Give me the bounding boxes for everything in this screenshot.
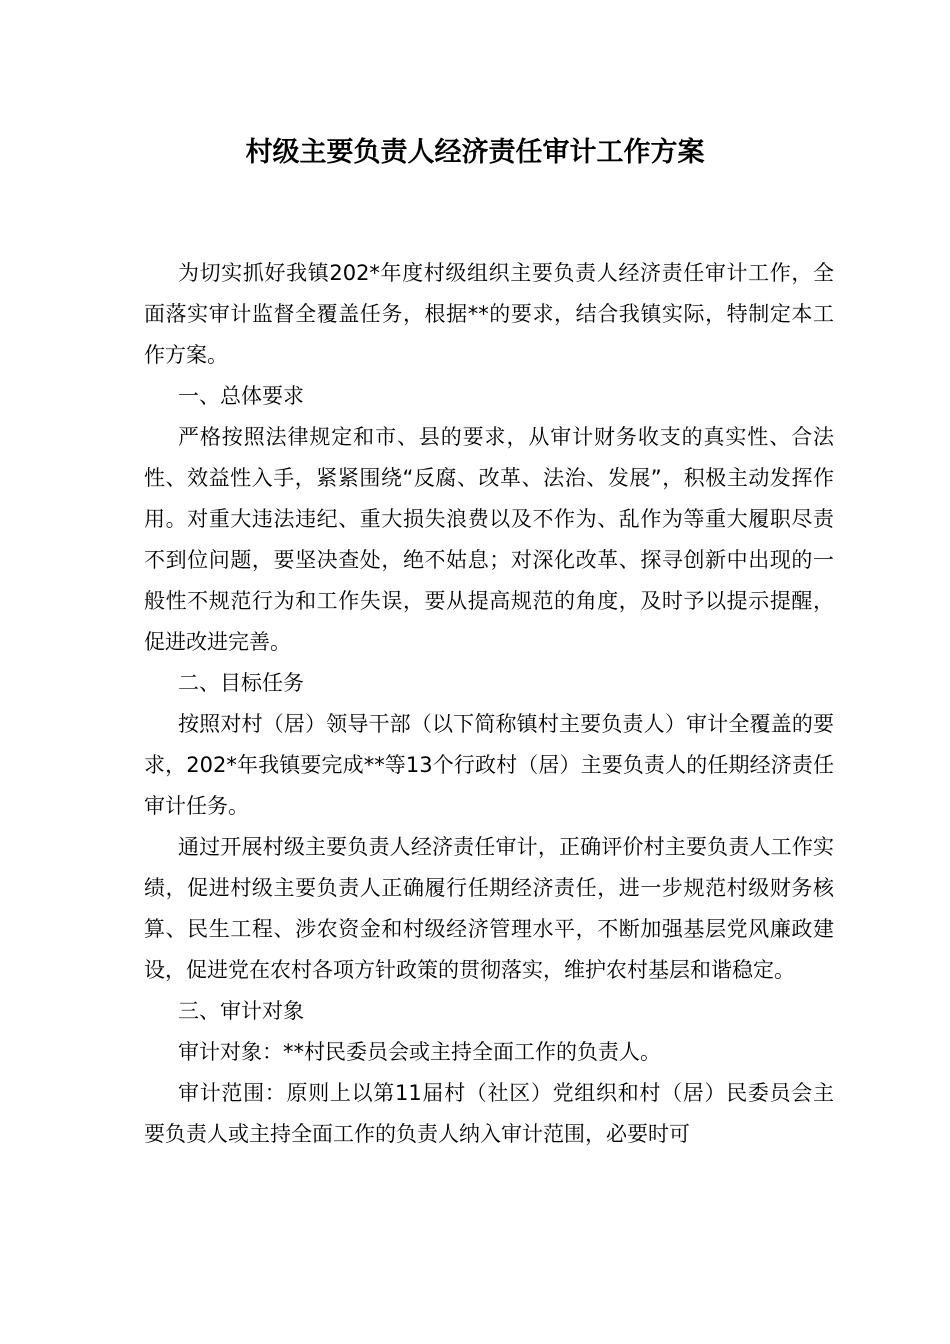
section-heading-general-requirements: 一、总体要求 xyxy=(178,384,304,408)
general-requirements-paragraph: 严格按照法律规定和市、县的要求，从审计财务收支的真实性、合法性、效益性入手，紧紧围绕“反腐、改革、法治、发展”，积极主动发挥作用。对重大违法违纪、重大损失浪费以及不作为、乱作为等重大履职尽责不到位问题，要坚决查处，绝不姑息；对深化改革、探寻创新中出现的一般性不规范行为和工作失误，要从提高规范的角度，及时予以提示提醒，促进改进完善。 xyxy=(144,425,834,654)
document-body xyxy=(144,253,834,1155)
audit-targets-paragraph: 审计对象：**村民委员会或主持全面工作的负责人。 xyxy=(178,1040,661,1064)
document-title: 村级主要负责人经济责任审计工作方案 xyxy=(245,137,705,168)
intro-paragraph: 为切实抓好我镇202*年度村级组织主要负责人经济责任审计工作，全面落实审计监督全覆盖任务，根据**的要求，结合我镇实际，特制定本工作方案。 xyxy=(144,261,834,367)
section-heading-audit-targets: 三、审计对象 xyxy=(178,999,304,1023)
section-heading-objectives: 二、目标任务 xyxy=(178,671,304,695)
audit-scope-paragraph: 审计范围：原则上以第11届村（社区）党组织和村（居）民委员会主要负责人或主持全面工作的负责人纳入审计范围，必要时可 xyxy=(144,1081,834,1146)
objectives-purpose-paragraph: 通过开展村级主要负责人经济责任审计，正确评价村主要负责人工作实绩，促进村级主要负责人正确履行任期经济责任，进一步规范村级财务核算、民生工程、涉农资金和村级经济管理水平，不断加强基层党风廉政建设，促进党在农村各项方针政策的贯彻落实，维护农村基层和谐稳定。 xyxy=(144,835,834,982)
objectives-paragraph: 按照对村（居）领导干部（以下简称镇村主要负责人）审计全覆盖的要求，202*年我镇要完成**等13个行政村（居）主要负责人的任期经济责任审计任务。 xyxy=(144,712,834,818)
